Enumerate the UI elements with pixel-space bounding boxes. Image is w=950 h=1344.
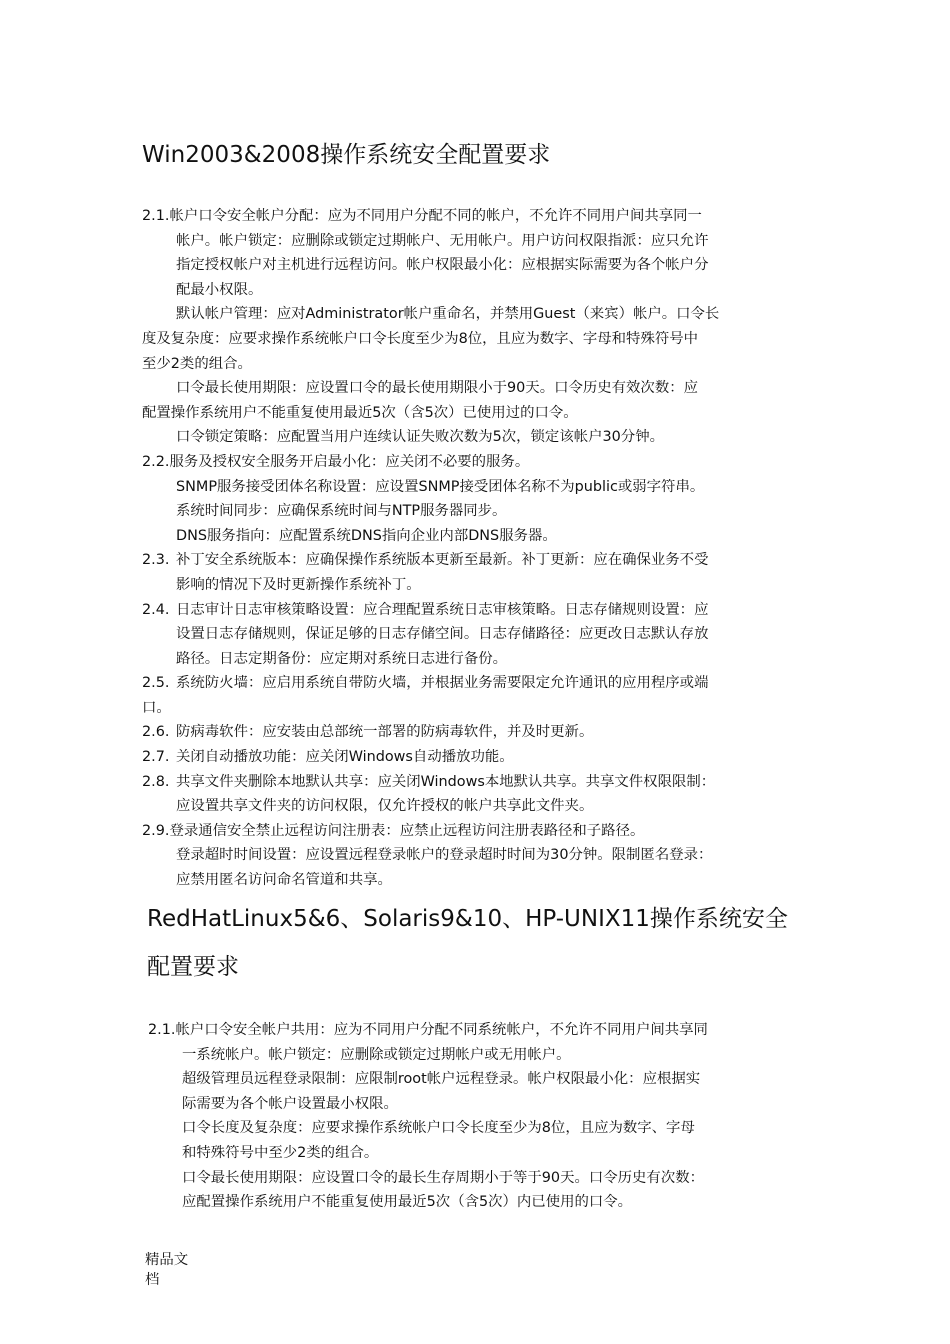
text-line: 至少2类的组合。: [142, 355, 252, 372]
item-text: 日志审计日志审核策略设置：应合理配置系统日志审核策略。日志存储规则设置：应: [176, 601, 709, 618]
text-line: SNMP服务接受团体名称设置：应设置SNMP接受团体名称不为public或弱字符串。: [176, 478, 705, 495]
item-number: 2.8.: [142, 773, 170, 790]
text-line: 路径。日志定期备份：应定期对系统日志进行备份。: [176, 650, 507, 667]
text-line: 配最小权限。: [176, 281, 263, 298]
section1-body: [142, 204, 810, 893]
text-line: 2.1.帐户口令安全帐户共用：应为不同用户分配不同系统帐户，不允许不同用户间共享同: [148, 1022, 708, 1038]
item-number: 2.5.: [142, 675, 170, 692]
item-number: 2.6.: [142, 724, 170, 741]
text-line: 2.1.帐户口令安全帐户分配：应为不同用户分配不同的帐户，不允许不同用户间共享同一: [142, 208, 702, 224]
item-number: 2.3.: [142, 552, 170, 569]
footer-watermark: [145, 1250, 205, 1290]
text-line: 度及复杂度：应要求操作系统帐户口令长度至少为8位，且应为数字、字母和特殊符号中: [142, 330, 699, 347]
text-line: DNS服务指向：应配置系统DNS指向企业内部DNS服务器。: [176, 527, 557, 544]
text-line: 应禁用匿名访问命名管道和共享。: [176, 872, 392, 889]
text-line: 超级管理员远程登录限制：应限制root帐户远程登录。帐户权限最小化：应根据实: [182, 1071, 701, 1088]
footer-line: 档: [145, 1272, 160, 1288]
text-line: 际需要为各个帐户设置最小权限。: [182, 1095, 398, 1112]
numbered-item: [142, 671, 810, 696]
item-text: 共享文件夹删除本地默认共享：应关闭Windows本地默认共享。共享文件权限限制：: [176, 773, 716, 790]
section1-title: Win2003&2008操作系统安全配置要求: [142, 142, 551, 168]
text-line: 影响的情况下及时更新操作系统补丁。: [176, 576, 421, 593]
item-text: 防病毒软件：应安装由总部统一部署的防病毒软件，并及时更新。: [176, 724, 594, 741]
footer-line: 精品文: [145, 1252, 189, 1268]
text-line: 系统时间同步：应确保系统时间与NTP服务器同步。: [176, 503, 507, 520]
section2-body: [148, 1018, 810, 1215]
text-line: 口令最长使用期限：应设置口令的最长生存周期小于等于90天。口令历史有次数：: [182, 1169, 704, 1186]
item-number: 2.7.: [142, 749, 170, 766]
text-line: 帐户。帐户锁定：应删除或锁定过期帐户、无用帐户。用户访问权限指派：应只允许: [176, 232, 709, 249]
item-number: 2.4.: [142, 601, 170, 618]
text-line: 2.9.登录通信安全禁止远程访问注册表：应禁止远程访问注册表路径和子路径。: [142, 822, 645, 839]
numbered-item: [142, 745, 810, 770]
text-line: 指定授权帐户对主机进行远程访问。帐户权限最小化：应根据实际需要为各个帐户分: [176, 257, 709, 274]
text-line: 口令长度及复杂度：应要求操作系统帐户口令长度至少为8位，且应为数字、字母: [182, 1120, 695, 1137]
text-line: 应设置共享文件夹的访问权限，仅允许授权的帐户共享此文件夹。: [176, 798, 594, 815]
text-line: 应配置操作系统用户不能重复使用最近5次（含5次）内已使用的口令。: [182, 1194, 633, 1211]
text-line: 配置操作系统用户不能重复使用最近5次（含5次）已使用过的口令。: [142, 404, 578, 421]
item-text: 系统防火墙：应启用系统自带防火墙，并根据业务需要限定允许通讯的应用程序或端: [176, 675, 709, 692]
text-line: 登录超时时间设置：应设置远程登录帐户的登录超时时间为30分钟。限制匿名登录：: [176, 847, 713, 864]
numbered-item: [142, 720, 810, 745]
section2-title-line1: RedHatLinux5&6、Solaris9&10、HP-UNIX11操作系统安全: [147, 906, 788, 932]
text-line: 默认帐户管理：应对Administrator帐户重命名，并禁用Guest（来宾）帐户。口令长: [176, 306, 720, 323]
section2-title-line2: 配置要求: [147, 954, 239, 980]
text-line: 口令最长使用期限：应设置口令的最长使用期限小于90天。口令历史有效次数：应: [176, 380, 698, 397]
numbered-item: [142, 548, 810, 573]
text-line: 口令锁定策略：应配置当用户连续认证失败次数为5次，锁定该帐户30分钟。: [176, 429, 664, 446]
text-line: 和特殊符号中至少2类的组合。: [182, 1144, 379, 1161]
item-text: 补丁安全系统版本：应确保操作系统版本更新至最新。补丁更新：应在确保业务不受: [176, 552, 709, 569]
text-line: 一系统帐户。帐户锁定：应删除或锁定过期帐户或无用帐户。: [182, 1046, 571, 1063]
item-text: 关闭自动播放功能：应关闭Windows自动播放功能。: [176, 749, 514, 766]
numbered-item: [142, 770, 810, 795]
text-line: 设置日志存储规则，保证足够的日志存储空间。日志存储路径：应更改日志默认存放: [176, 626, 709, 643]
text-line: 口。: [142, 699, 171, 716]
text-line: 2.2.服务及授权安全服务开启最小化：应关闭不必要的服务。: [142, 453, 530, 470]
numbered-item: [142, 598, 810, 623]
